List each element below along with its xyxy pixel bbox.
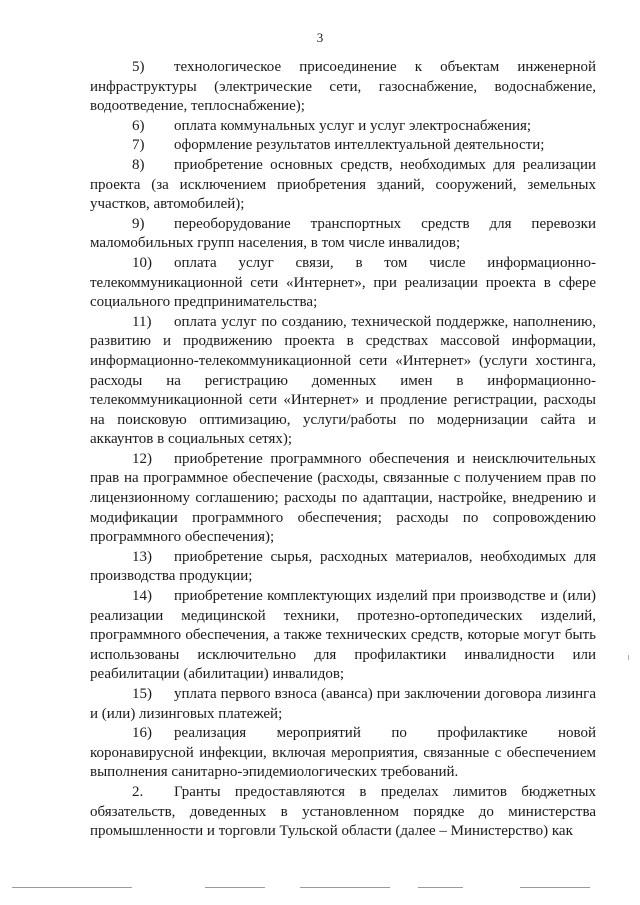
item-number: 15)	[132, 686, 152, 702]
item-text: приобретение комплектующих изделий при производстве и (или) реализации медицинской техники, протезно-ортопедических изделий, программного обеспечения, а также технических средств, которые могут быть использованы исключительно для профилактики инвалидности или реабилитации (абилитации) инвалидов;	[90, 588, 596, 683]
item-text: уплата первого взноса (аванса) при заключении договора лизинга и (или) лизинговых платежей;	[90, 686, 596, 722]
item-text: оплата коммунальных услуг и услуг электроснабжения;	[174, 117, 532, 134]
item-number: 5)	[132, 59, 145, 75]
list-item	[90, 450, 596, 548]
item-text: оплата услуг связи, в том числе информационно-телекоммуникационной сети «Интернет», при реализации проекта в сфере социального предпринимательства;	[90, 254, 596, 311]
section-paragraph	[90, 783, 596, 842]
item-text: оформление результатов интеллектуальной деятельности;	[174, 137, 545, 154]
list-item	[90, 136, 596, 156]
item-number: 16)	[132, 725, 152, 742]
item-text: переоборудование транспортных средств для перевозки маломобильных групп населения, в том числе инвалидов;	[90, 215, 596, 252]
list-item	[90, 685, 596, 724]
section-number: 2.	[132, 783, 144, 800]
item-number: 10)	[132, 254, 152, 271]
scan-line	[418, 887, 463, 888]
item-text: приобретение основных средств, необходимых для реализации проекта (за исключением приобретения зданий, сооружений, земельных участков, автомобилей);	[90, 156, 596, 213]
item-text: технологическое присоединение к объектам инженерной инфраструктуры (электрические сети, газоснабжение, водоснабжение, водоотведение, теплоснабжение);	[90, 59, 596, 115]
list-item	[90, 117, 596, 137]
list-item	[90, 587, 596, 685]
list-item	[90, 254, 596, 313]
item-number: 14)	[132, 588, 152, 605]
item-number: 9)	[132, 215, 145, 232]
scan-artifacts	[0, 885, 640, 891]
item-number: 7)	[132, 137, 145, 154]
item-text: реализация мероприятий по профилактике новой коронавирусной инфекции, включая мероприятия, связанные с обеспечением выполнения санитарно-эпидемиологических требований.	[90, 725, 596, 781]
scan-line	[520, 887, 590, 888]
item-text: приобретение сырья, расходных материалов, необходимых для производства продукции;	[90, 548, 596, 585]
page-number: 3	[316, 30, 324, 45]
list-item	[90, 215, 596, 254]
item-text: приобретение программного обеспечения и неисключительных прав на программное обеспечение (расходы, связанные с получением прав по лицензионному соглашению; расходы по адаптации, настройке, внедрению и модификации программного обеспечения; расходы по сопровождению программного обеспечения);	[90, 450, 596, 546]
item-number: 13)	[132, 548, 152, 565]
scan-line	[300, 887, 390, 888]
item-number: 6)	[132, 117, 145, 134]
scan-line	[205, 887, 265, 888]
list-item	[90, 58, 596, 117]
item-number: 8)	[132, 156, 145, 173]
list-item	[90, 548, 596, 587]
item-text: оплата услуг по созданию, технической поддержке, наполнению, развитию и продвижению проекта в средствах массовой информации, информационно-телекоммуникационной сети «Интернет» (услуги хостинга, расходы на регистрацию доменных имен в информационно-телекоммуникационной сети «Интернет» и продление регистрации, расходы на поисковую оптимизацию, услуги/работы по модернизации сайта и аккаунтов в социальных сетях);	[90, 313, 596, 448]
list-item	[90, 156, 596, 215]
section-text: Гранты предоставляются в пределах лимитов бюджетных обязательств, доведенных в установленном порядке до министерства промышленности и торговли Тульской области (далее – Министерство) как	[90, 783, 596, 840]
item-number: 12)	[132, 450, 152, 467]
document-body	[90, 58, 596, 842]
scan-dot	[628, 655, 629, 660]
list-item	[90, 313, 596, 450]
item-number: 11)	[132, 313, 152, 330]
scan-line	[12, 887, 132, 888]
list-item	[90, 724, 596, 783]
